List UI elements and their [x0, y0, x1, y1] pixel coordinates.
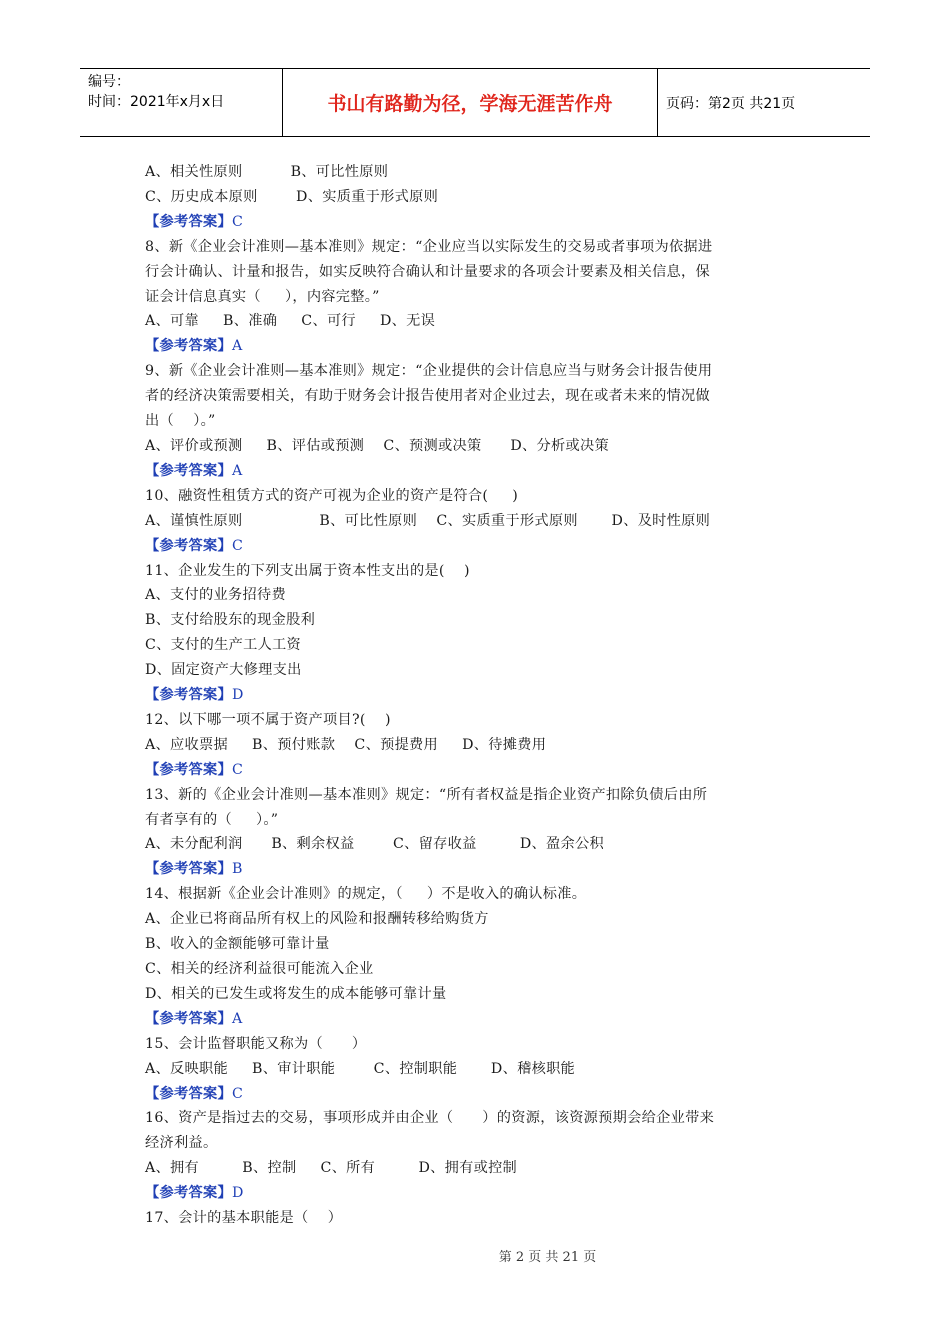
text-line: A、相关性原则 B、可比性原则 — [145, 164, 389, 180]
answer-label: 【参考答案】 — [145, 462, 232, 479]
header-meta — [80, 69, 283, 136]
answer-value: A — [231, 1010, 243, 1027]
text-line: 13、新的《企业会计准则—基本准则》规定：“所有者权益是指企业资产扣除负债后由所 — [145, 786, 708, 803]
text-line: A、可靠 B、准确 C、可行 D、无误 — [145, 313, 436, 330]
text-line: 证会计信息真实（ ），内容完整。” — [145, 288, 380, 305]
page-header — [80, 68, 870, 137]
text-line: A、未分配利润 B、剩余权益 C、留存收益 D、盈余公积 — [145, 836, 604, 853]
text-line: 16、资产是指过去的交易，事项形成并由企业（ ）的资源，该资源预期会给企业带来 — [145, 1110, 715, 1127]
answer-line — [145, 459, 810, 484]
text-line: 12、以下哪一项不属于资产项目?( ) — [145, 711, 391, 728]
text-line: 14、根据新《企业会计准则》的规定，（ ）不是收入的确认标准。 — [145, 886, 587, 903]
answer-value: A — [231, 462, 243, 479]
answer-label: 【参考答案】 — [145, 338, 232, 355]
answer-value: C — [231, 1085, 244, 1102]
answer-line — [145, 1007, 810, 1032]
text-line: B、收入的金额能够可靠计量 — [145, 936, 330, 953]
answer-line — [145, 1181, 810, 1206]
text-line: A、企业已将商品所有权上的风险和报酬转移给购货方 — [145, 911, 489, 928]
answer-line — [145, 1082, 810, 1107]
text-line: 15、会计监督职能又称为（ ） — [145, 1035, 367, 1052]
text-line: C、历史成本原则 D、实质重于形式原则 — [145, 188, 439, 205]
answer-line — [145, 758, 810, 783]
text-line: A、拥有 B、控制 C、所有 D、拥有或控制 — [145, 1160, 518, 1177]
text-line: A、谨慎性原则 B、可比性原则 C、实质重于形式原则 D、及时性原则 — [145, 512, 711, 529]
answer-value: D — [231, 687, 244, 704]
text-line: 11、企业发生的下列支出属于资本性支出的是( ) — [145, 562, 470, 579]
text-line: 出（ ）。” — [145, 413, 216, 430]
text-line: B、支付给股东的现金股利 — [145, 612, 316, 629]
text-line: 17、会计的基本职能是（ ） — [145, 1210, 343, 1227]
text-line: A、评价或预测 B、评估或预测 C、预测或决策 D、分析或决策 — [145, 437, 609, 454]
text-line: 经济利益。 — [145, 1135, 218, 1152]
text-line: D、相关的已发生或将发生的成本能够可靠计量 — [145, 985, 447, 1002]
text-line: A、支付的业务招待费 — [145, 587, 286, 604]
text-line: 行会计确认、计量和报告，如实反映符合确认和计量要求的各项会计要素及相关信息，保 — [145, 263, 711, 280]
answer-value: D — [231, 1185, 244, 1202]
answer-line — [145, 334, 810, 359]
answer-value: B — [231, 861, 243, 878]
answer-line — [145, 534, 810, 559]
number-label: 编号： — [88, 74, 130, 90]
text-line: A、反映职能 B、审计职能 C、控制职能 D、稽核职能 — [145, 1060, 576, 1077]
document-body — [145, 160, 810, 1231]
answer-label: 【参考答案】 — [145, 861, 232, 878]
footer-page-number: 第 2 页 共 21 页 — [498, 1250, 597, 1265]
page-footer — [0, 1246, 950, 1265]
text-line: 有者享有的（ ）。” — [145, 811, 279, 828]
text-line: 9、新《企业会计准则—基本准则》规定：“企业提供的会计信息应当与财务会计报告使用 — [145, 363, 713, 380]
date-label: 时间：2021年x月x日 — [88, 94, 225, 110]
answer-label: 【参考答案】 — [145, 1010, 232, 1027]
answer-label: 【参考答案】 — [145, 1085, 232, 1102]
answer-line — [145, 857, 810, 882]
answer-value: C — [231, 761, 244, 778]
answer-line — [145, 210, 810, 235]
text-line: D、固定资产大修理支出 — [145, 662, 302, 679]
text-line: 10、融资性租赁方式的资产可视为企业的资产是符合( ) — [145, 487, 519, 504]
answer-label: 【参考答案】 — [145, 687, 232, 704]
text-line: C、支付的生产工人工资 — [145, 637, 302, 654]
text-line: 者的经济决策需要相关，有助于财务会计报告使用者对企业过去，现在或者未来的情况做 — [145, 388, 711, 405]
answer-value: C — [231, 537, 244, 554]
answer-line — [145, 683, 810, 708]
answer-value: A — [231, 338, 243, 355]
text-line: 8、新《企业会计准则—基本准则》规定：“企业应当以实际发生的交易或者事项为依据进 — [145, 238, 713, 255]
answer-label: 【参考答案】 — [145, 1185, 232, 1202]
text-line: A、应收票据 B、预付账款 C、预提费用 D、待摊费用 — [145, 736, 547, 753]
answer-label: 【参考答案】 — [145, 213, 232, 230]
answer-label: 【参考答案】 — [145, 761, 232, 778]
answer-value: C — [231, 213, 244, 230]
header-motto: 书山有路勤为径，学海无涯苦作舟 — [283, 69, 658, 136]
text-line: C、相关的经济利益很可能流入企业 — [145, 961, 374, 977]
header-page-info: 页码：第2页 共21页 — [666, 95, 796, 112]
answer-label: 【参考答案】 — [145, 537, 232, 554]
